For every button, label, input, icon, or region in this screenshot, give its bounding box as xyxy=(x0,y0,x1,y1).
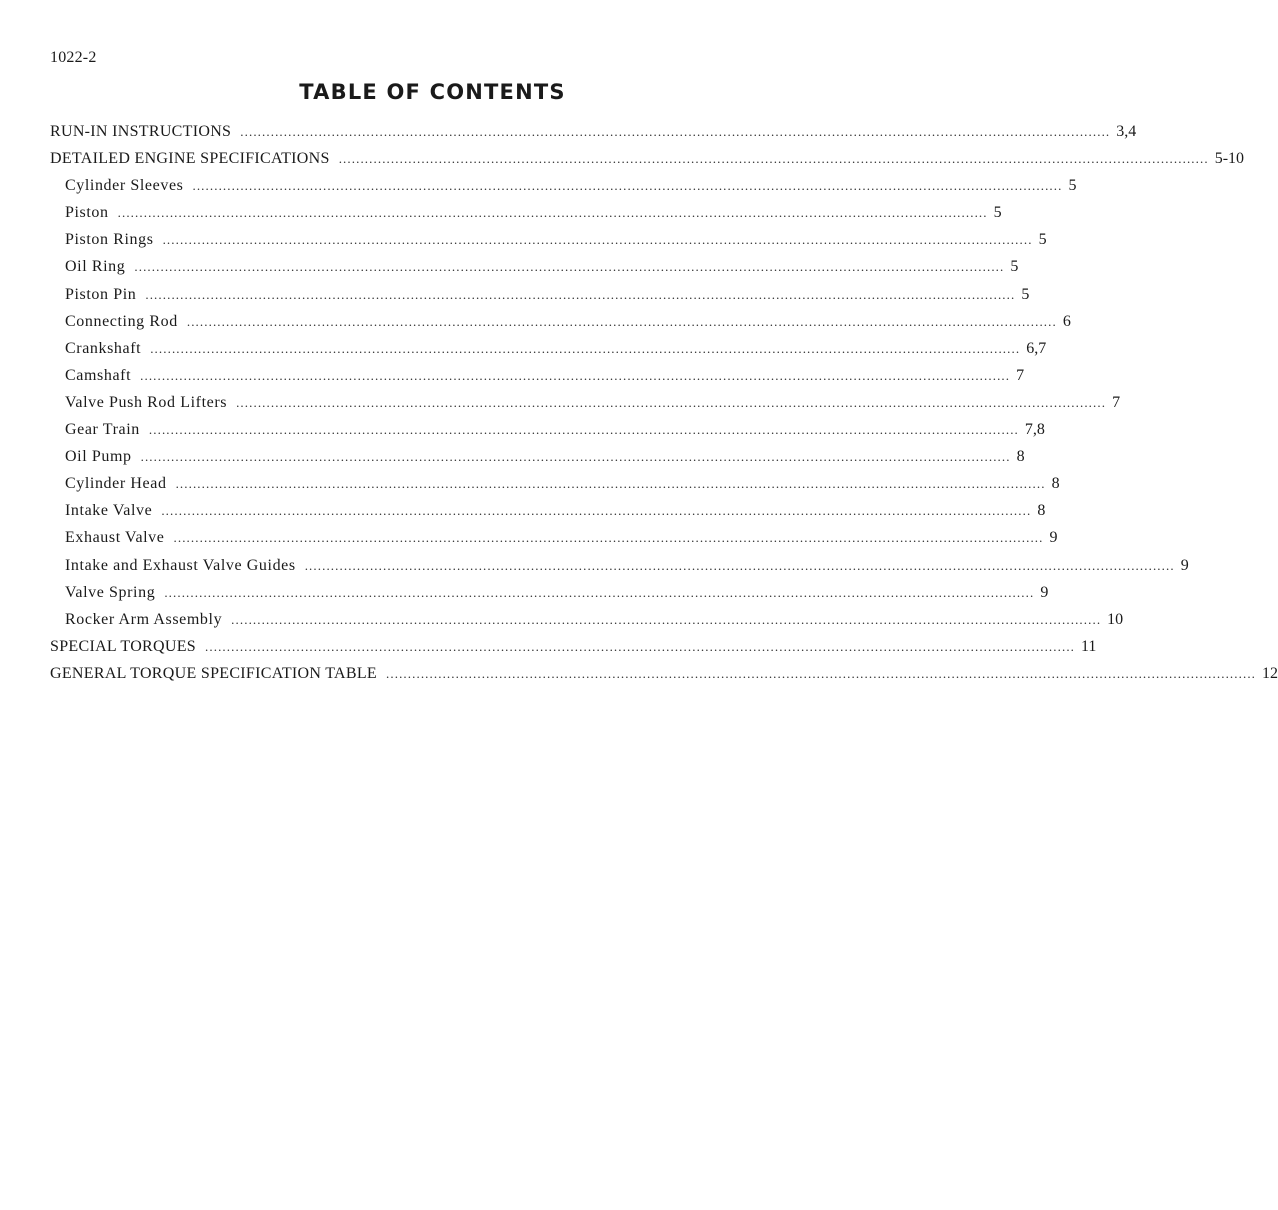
toc-entry-page: 9 xyxy=(1049,529,1058,547)
dot-leader: ........................................................................................................................................................................................................ xyxy=(150,340,1021,356)
toc-entry-page: 5 xyxy=(1068,177,1077,195)
dot-leader: ........................................................................................................................................................................................................ xyxy=(162,232,1033,248)
toc-entry xyxy=(50,308,1071,335)
dot-leader: ........................................................................................................................................................................................................ xyxy=(145,286,1016,302)
toc-entry xyxy=(50,118,1137,145)
dot-leader: ........................................................................................................................................................................................................ xyxy=(205,638,1076,654)
toc-entry xyxy=(50,253,1019,280)
toc-entry-label: Rocker Arm Assembly xyxy=(65,610,223,628)
toc-entry xyxy=(50,335,1047,362)
toc-entry-page: 10 xyxy=(1107,610,1124,628)
dot-leader: ........................................................................................................................................................................................................ xyxy=(236,394,1107,410)
toc-entry-label: Cylinder Head xyxy=(65,475,167,493)
toc-entry-label: Connecting Rod xyxy=(65,312,178,330)
toc-entry-label: Intake Valve xyxy=(65,502,153,520)
dot-leader: ........................................................................................................................................................................................................ xyxy=(164,584,1035,600)
dot-leader: ........................................................................................................................................................................................................ xyxy=(231,611,1102,627)
toc-entry-label: Piston Pin xyxy=(65,285,137,303)
toc-entry-label: Piston xyxy=(65,204,109,222)
toc-entry-label: Camshaft xyxy=(65,366,132,384)
toc-entry-page: 11 xyxy=(1081,637,1097,655)
toc-entry xyxy=(50,362,1025,389)
toc-entry-label: Valve Spring xyxy=(65,583,156,601)
toc-entry-label: Oil Ring xyxy=(65,258,126,276)
toc-entry-label: Intake and Exhaust Valve Guides xyxy=(65,556,296,574)
toc-entry-label: Cylinder Sleeves xyxy=(65,177,184,195)
dot-leader: ........................................................................................................................................................................................................ xyxy=(140,367,1011,383)
toc-entry xyxy=(50,579,1049,606)
toc-entry-label: Valve Push Rod Lifters xyxy=(65,393,228,411)
toc-entry-page: 5 xyxy=(1038,231,1047,249)
toc-entry-label: Exhaust Valve xyxy=(65,529,165,547)
toc-entry xyxy=(50,226,1047,253)
toc-entry xyxy=(50,660,1278,687)
dot-leader: ........................................................................................................................................................................................................ xyxy=(338,151,1209,167)
toc-entry-page: 6,7 xyxy=(1026,339,1047,357)
toc-entry-label: GENERAL TORQUE SPECIFICATION TABLE xyxy=(50,664,378,682)
table-of-contents xyxy=(50,118,1278,687)
toc-entry-page: 8 xyxy=(1051,475,1060,493)
dot-leader: ........................................................................................................................................................................................................ xyxy=(134,259,1005,275)
toc-entry-label: Piston Rings xyxy=(65,231,154,249)
toc-entry-page: 5 xyxy=(1021,285,1030,303)
dot-leader: ........................................................................................................................................................................................................ xyxy=(304,557,1175,573)
toc-entry xyxy=(50,470,1060,497)
page-number: 1022-2 xyxy=(50,49,97,66)
toc-entry-page: 8 xyxy=(1016,448,1025,466)
toc-entry-label: Gear Train xyxy=(65,421,140,439)
toc-entry xyxy=(50,524,1058,551)
dot-leader: ........................................................................................................................................................................................................ xyxy=(186,313,1057,329)
dot-leader: ........................................................................................................................................................................................................ xyxy=(240,124,1111,139)
toc-entry xyxy=(50,552,1189,579)
toc-entry xyxy=(50,416,1045,443)
toc-entry-label: Crankshaft xyxy=(65,339,142,357)
toc-entry xyxy=(50,389,1121,416)
toc-entry-label: DETAILED ENGINE SPECIFICATIONS xyxy=(50,150,330,168)
toc-entry-page: 7,8 xyxy=(1024,421,1045,439)
toc-entry-page: 7 xyxy=(1112,393,1121,411)
toc-entry-page: 9 xyxy=(1040,583,1049,601)
toc-entry-page: 6 xyxy=(1062,312,1071,330)
toc-entry-label: Oil Pump xyxy=(65,448,132,466)
toc-entry xyxy=(50,172,1077,199)
toc-entry xyxy=(50,145,1245,172)
dot-leader: ........................................................................................................................................................................................................ xyxy=(117,205,988,221)
toc-entry xyxy=(50,606,1124,633)
toc-entry-page: 12 xyxy=(1262,664,1278,682)
page-title: TABLE OF CONTENTS xyxy=(299,80,566,104)
dot-leader: ........................................................................................................................................................................................................ xyxy=(173,530,1044,546)
toc-entry xyxy=(50,281,1030,308)
toc-entry-label: RUN-IN INSTRUCTIONS xyxy=(50,123,232,140)
dot-leader: ........................................................................................................................................................................................................ xyxy=(140,449,1011,465)
dot-leader: ........................................................................................................................................................................................................ xyxy=(175,476,1046,492)
toc-entry-page: 5 xyxy=(993,204,1002,222)
toc-entry-page: 5-10 xyxy=(1214,150,1245,168)
toc-entry xyxy=(50,633,1097,660)
toc-entry-page: 9 xyxy=(1180,556,1189,574)
toc-entry-page: 3,4 xyxy=(1116,123,1137,140)
toc-entry xyxy=(50,443,1025,470)
dot-leader: ........................................................................................................................................................................................................ xyxy=(161,503,1032,519)
dot-leader: ........................................................................................................................................................................................................ xyxy=(148,422,1019,438)
toc-entry xyxy=(50,199,1002,226)
dot-leader: ........................................................................................................................................................................................................ xyxy=(192,178,1063,194)
toc-entry-label: SPECIAL TORQUES xyxy=(50,637,197,655)
toc-entry-page: 8 xyxy=(1037,502,1046,520)
dot-leader: ........................................................................................................................................................................................................ xyxy=(386,665,1257,681)
toc-entry-page: 5 xyxy=(1010,258,1019,276)
toc-entry xyxy=(50,497,1046,524)
toc-entry-page: 7 xyxy=(1016,366,1025,384)
